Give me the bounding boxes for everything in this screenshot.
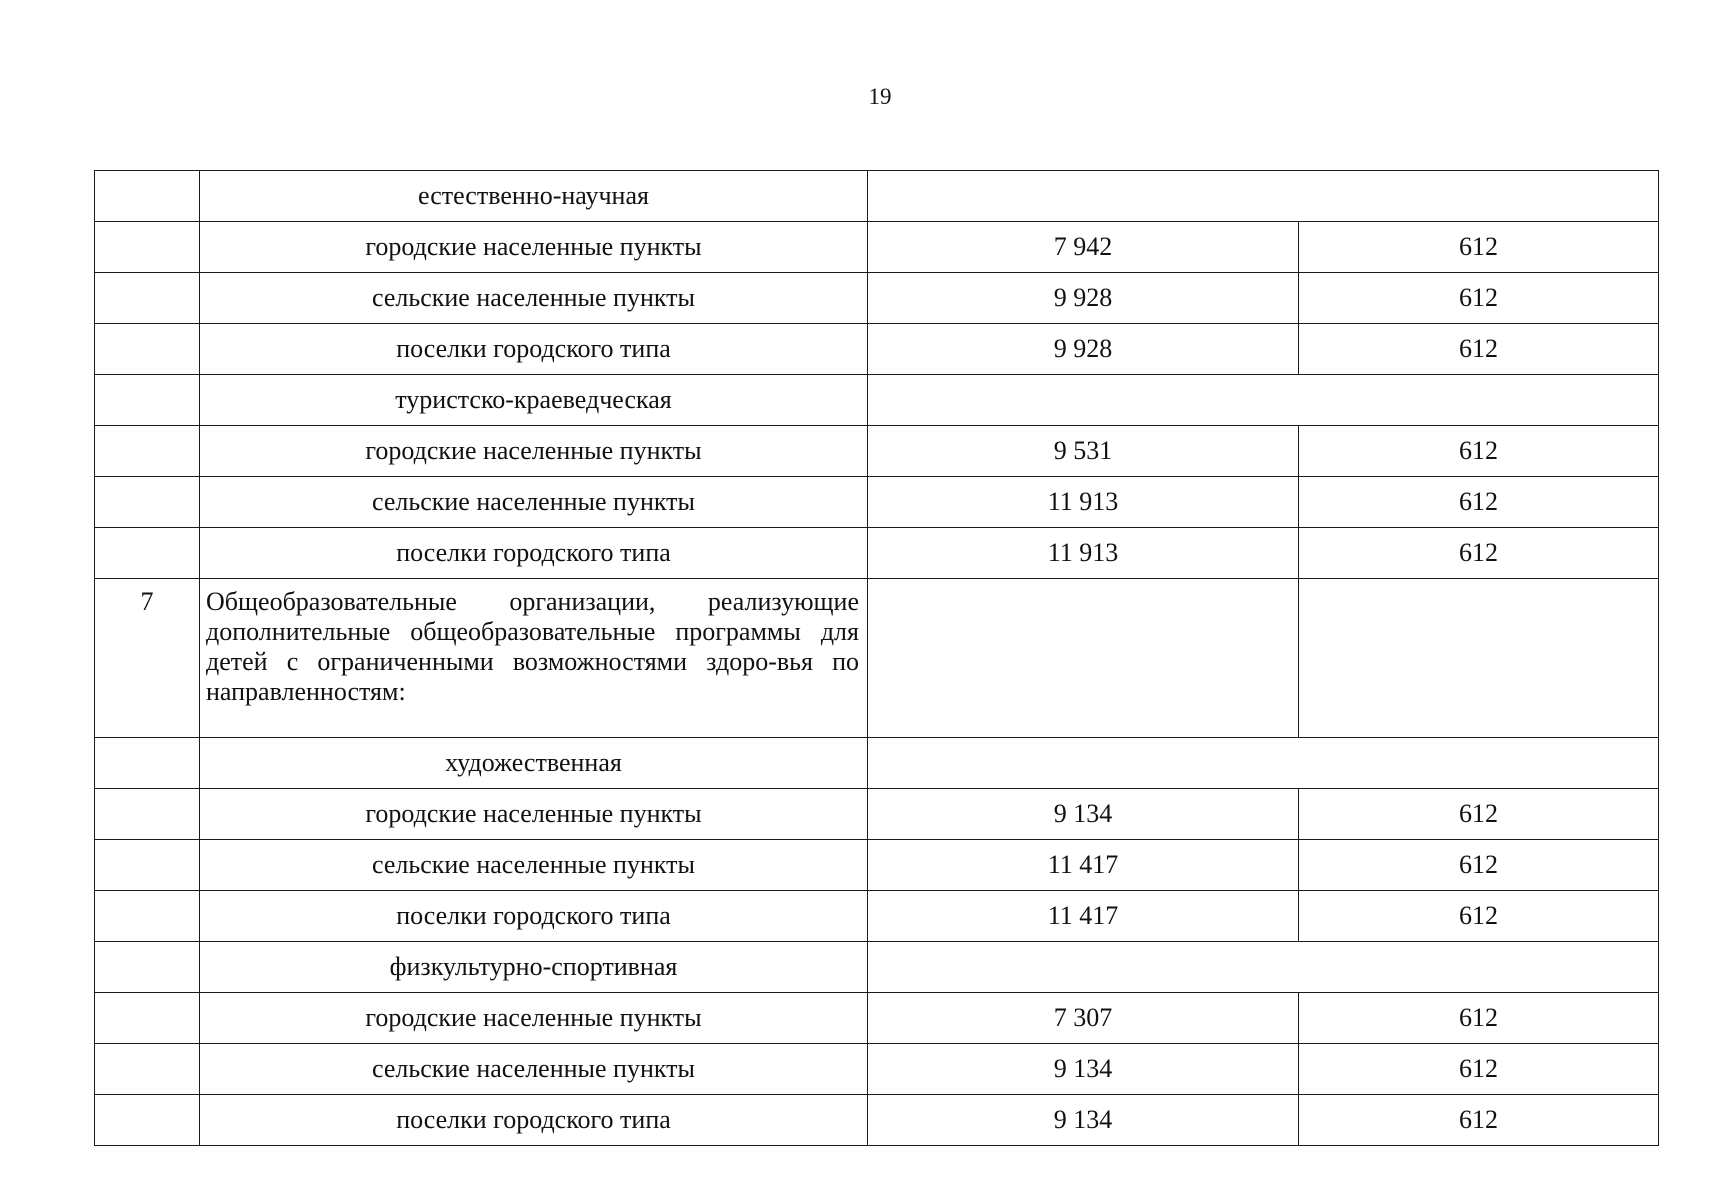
- settlement-type-cell: сельские населенные пункты: [200, 273, 868, 324]
- value-cell: 9 928: [868, 273, 1299, 324]
- row-number-cell: 7: [95, 579, 200, 738]
- table-row-section-header: [95, 375, 1659, 426]
- value2-cell: 612: [1299, 891, 1659, 942]
- row-number-cell: [95, 375, 200, 426]
- row-number-cell: [95, 528, 200, 579]
- empty-value-cell: [868, 375, 1659, 426]
- table-row: [95, 324, 1659, 375]
- row-number-cell: [95, 426, 200, 477]
- section-name-cell: естественно-научная: [200, 171, 868, 222]
- value2-cell: 612: [1299, 1044, 1659, 1095]
- empty-value-cell: [868, 171, 1659, 222]
- settlement-type-cell: сельские населенные пункты: [200, 477, 868, 528]
- value-cell: 11 913: [868, 477, 1299, 528]
- settlement-type-cell: городские населенные пункты: [200, 426, 868, 477]
- row-number-cell: [95, 840, 200, 891]
- value2-cell: 612: [1299, 528, 1659, 579]
- value2-cell: 612: [1299, 477, 1659, 528]
- settlement-type-cell: сельские населенные пункты: [200, 840, 868, 891]
- item-description-cell: Общеобразовательные организации, реализующие дополнительные общеобразовательные программы для детей с ограниченными возможностями здоро-вья по направленностям:: [200, 579, 868, 738]
- section-name-cell: физкультурно-спортивная: [200, 942, 868, 993]
- value2-cell: 612: [1299, 993, 1659, 1044]
- page-number: 19: [868, 84, 892, 109]
- settlement-type-cell: сельские населенные пункты: [200, 1044, 868, 1095]
- value2-cell: 612: [1299, 840, 1659, 891]
- settlement-type-cell: поселки городского типа: [200, 1095, 868, 1146]
- row-number-cell: [95, 942, 200, 993]
- value-cell: 11 417: [868, 891, 1299, 942]
- row-number-cell: [95, 171, 200, 222]
- row-number-cell: [95, 477, 200, 528]
- table-row: [95, 222, 1659, 273]
- table-row-item: [95, 579, 1659, 738]
- table-row: [95, 273, 1659, 324]
- row-number-cell: [95, 891, 200, 942]
- value-cell: 9 134: [868, 789, 1299, 840]
- tariff-table: [94, 170, 1659, 1146]
- value-cell: 9 134: [868, 1044, 1299, 1095]
- empty-value-cell: [868, 738, 1659, 789]
- row-number-cell: [95, 738, 200, 789]
- value-cell: 9 928: [868, 324, 1299, 375]
- row-number-cell: [95, 1044, 200, 1095]
- value-cell: 7 942: [868, 222, 1299, 273]
- value2-cell: [1299, 579, 1659, 738]
- value-cell: 9 134: [868, 1095, 1299, 1146]
- table-row: [95, 1095, 1659, 1146]
- table-row-section-header: [95, 171, 1659, 222]
- value2-cell: 612: [1299, 273, 1659, 324]
- settlement-type-cell: городские населенные пункты: [200, 789, 868, 840]
- table-row: [95, 891, 1659, 942]
- section-name-cell: туристско-краеведческая: [200, 375, 868, 426]
- value2-cell: 612: [1299, 1095, 1659, 1146]
- settlement-type-cell: поселки городского типа: [200, 324, 868, 375]
- value2-cell: 612: [1299, 222, 1659, 273]
- value2-cell: 612: [1299, 324, 1659, 375]
- table-row: [95, 840, 1659, 891]
- table-row-section-header: [95, 942, 1659, 993]
- row-number-cell: [95, 273, 200, 324]
- table-row: [95, 993, 1659, 1044]
- table-row: [95, 528, 1659, 579]
- table-row: [95, 1044, 1659, 1095]
- row-number-cell: [95, 324, 200, 375]
- value2-cell: 612: [1299, 789, 1659, 840]
- table-row: [95, 426, 1659, 477]
- settlement-type-cell: поселки городского типа: [200, 891, 868, 942]
- value-cell: [868, 579, 1299, 738]
- settlement-type-cell: городские населенные пункты: [200, 222, 868, 273]
- row-number-cell: [95, 222, 200, 273]
- settlement-type-cell: поселки городского типа: [200, 528, 868, 579]
- row-number-cell: [95, 789, 200, 840]
- section-name-cell: художественная: [200, 738, 868, 789]
- value-cell: 11 913: [868, 528, 1299, 579]
- value-cell: 11 417: [868, 840, 1299, 891]
- table-row: [95, 789, 1659, 840]
- settlement-type-cell: городские населенные пункты: [200, 993, 868, 1044]
- value-cell: 9 531: [868, 426, 1299, 477]
- value-cell: 7 307: [868, 993, 1299, 1044]
- value2-cell: 612: [1299, 426, 1659, 477]
- table-row-section-header: [95, 738, 1659, 789]
- empty-value-cell: [868, 942, 1659, 993]
- row-number-cell: [95, 993, 200, 1044]
- row-number-cell: [95, 1095, 200, 1146]
- table-row: [95, 477, 1659, 528]
